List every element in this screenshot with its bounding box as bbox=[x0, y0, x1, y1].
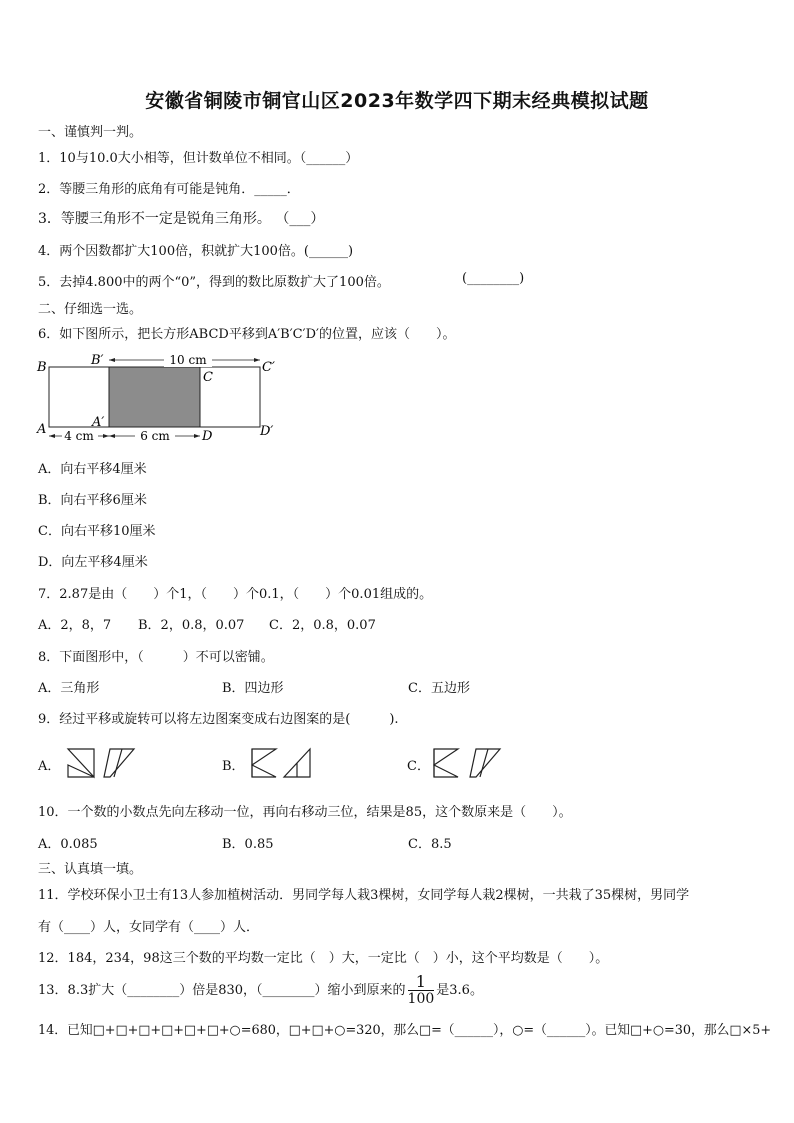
q9-option-b-label: B． bbox=[222, 759, 245, 774]
q10-option-b: B．0.85 bbox=[222, 837, 274, 852]
dim-left: 4 cm bbox=[64, 429, 94, 443]
question-3: 3．等腰三角形不一定是锐角三角形。 （___） bbox=[38, 211, 325, 227]
label-c: C bbox=[203, 370, 213, 385]
question-2: 2．等腰三角形的底角有可能是钝角．_____． bbox=[38, 182, 300, 197]
question-5: 5．去掉4.800中的两个“0”，得到的数比原数扩大了100倍。 bbox=[38, 275, 390, 290]
section-heading-2: 二、仔细选一选。 bbox=[38, 302, 143, 317]
label-dp: D′ bbox=[260, 424, 274, 439]
question-1: 1．10与10.0大小相等，但计数单位不相同。（______） bbox=[38, 151, 359, 166]
label-bp: B′ bbox=[91, 353, 104, 368]
translation-figure bbox=[34, 350, 284, 445]
label-b: B bbox=[37, 360, 47, 375]
question-11-line-2: 有（____）人，女同学有（____）人． bbox=[38, 920, 260, 935]
question-9: 9．经过平移或旋转可以将左边图案变成右边图案的是( ). bbox=[38, 712, 399, 727]
question-8: 8．下面图形中，（ ）不可以密铺。 bbox=[38, 650, 274, 665]
dim-top: 10 cm bbox=[169, 353, 207, 367]
q7-option-b: B．2，0.8，0.07 bbox=[138, 618, 245, 633]
question-6: 6．如下图所示，把长方形ABCD平移到A′B′C′D′的位置，应该（ ）。 bbox=[38, 327, 456, 342]
dim-mid: 6 cm bbox=[140, 429, 170, 443]
question-10: 10．一个数的小数点先向左移动一位，再向右移动三位，结果是85，这个数原来是（ ）。 bbox=[38, 805, 572, 820]
label-ap: A′ bbox=[92, 415, 105, 430]
section-heading-1: 一、谨慎判一判。 bbox=[38, 125, 143, 140]
question-13 bbox=[38, 974, 483, 1008]
q8-option-c: C．五边形 bbox=[408, 681, 470, 696]
q9-option-a-label: A． bbox=[38, 759, 61, 774]
q9-option-c-figure bbox=[432, 745, 504, 781]
q7-option-c: C．2，0.8，0.07 bbox=[269, 618, 376, 633]
question-13-text: 13．8.3扩大（________）倍是830，（________）缩小到原来的 bbox=[38, 983, 406, 998]
question-7: 7．2.87是由（ ）个1，（ ）个0.1，（ ）个0.01组成的。 bbox=[38, 587, 433, 602]
shaded-rectangle bbox=[109, 367, 200, 427]
section-heading-3: 三、认真填一填。 bbox=[38, 862, 143, 877]
label-a: A bbox=[37, 422, 47, 437]
q6-option-a: A．向右平移4厘米 bbox=[38, 462, 147, 477]
fraction-denominator: 100 bbox=[407, 991, 435, 1007]
question-12: 12．184，234，98这三个数的平均数一定比（ ）大，一定比（ ）小，这个平均数是（ ）。 bbox=[38, 951, 609, 966]
q10-option-a: A．0.085 bbox=[38, 837, 98, 852]
question-13-tail: 是3.6。 bbox=[436, 983, 483, 998]
q8-option-b: B．四边形 bbox=[222, 681, 284, 696]
q8-option-a: A．三角形 bbox=[38, 681, 100, 696]
label-d: D bbox=[202, 429, 213, 444]
q9-option-c-label: C． bbox=[407, 759, 430, 774]
q10-option-c: C．8.5 bbox=[408, 837, 452, 852]
q6-option-d: D．向左平移4厘米 bbox=[38, 555, 148, 570]
fraction bbox=[408, 974, 435, 1007]
question-4: 4．两个因数都扩大100倍，积就扩大100倍。(______) bbox=[38, 244, 354, 259]
q9-option-b-figure bbox=[250, 745, 316, 781]
q6-option-b: B．向右平移6厘米 bbox=[38, 493, 147, 508]
page-title: 安徽省铜陵市铜官山区2023年数学四下期末经典模拟试题 bbox=[145, 90, 649, 112]
question-5-blank: (________) bbox=[462, 271, 525, 286]
label-cp: C′ bbox=[262, 360, 275, 375]
question-11-line-1: 11．学校环保小卫士有13人参加植树活动．男同学每人栽3棵树，女同学每人栽2棵树，一共栽了35棵树，男同学 bbox=[38, 888, 690, 903]
q6-option-c: C．向右平移10厘米 bbox=[38, 524, 156, 539]
fraction-numerator: 1 bbox=[408, 974, 435, 991]
q7-option-a: A．2，8，7 bbox=[38, 618, 112, 633]
question-14: 14．已知□+□+□+□+□+□+○=680，□+□+○=320，那么□=（______），○=（______）。已知□+○=30，那么□×5+ bbox=[38, 1023, 772, 1038]
q9-option-a-figure bbox=[66, 745, 138, 781]
